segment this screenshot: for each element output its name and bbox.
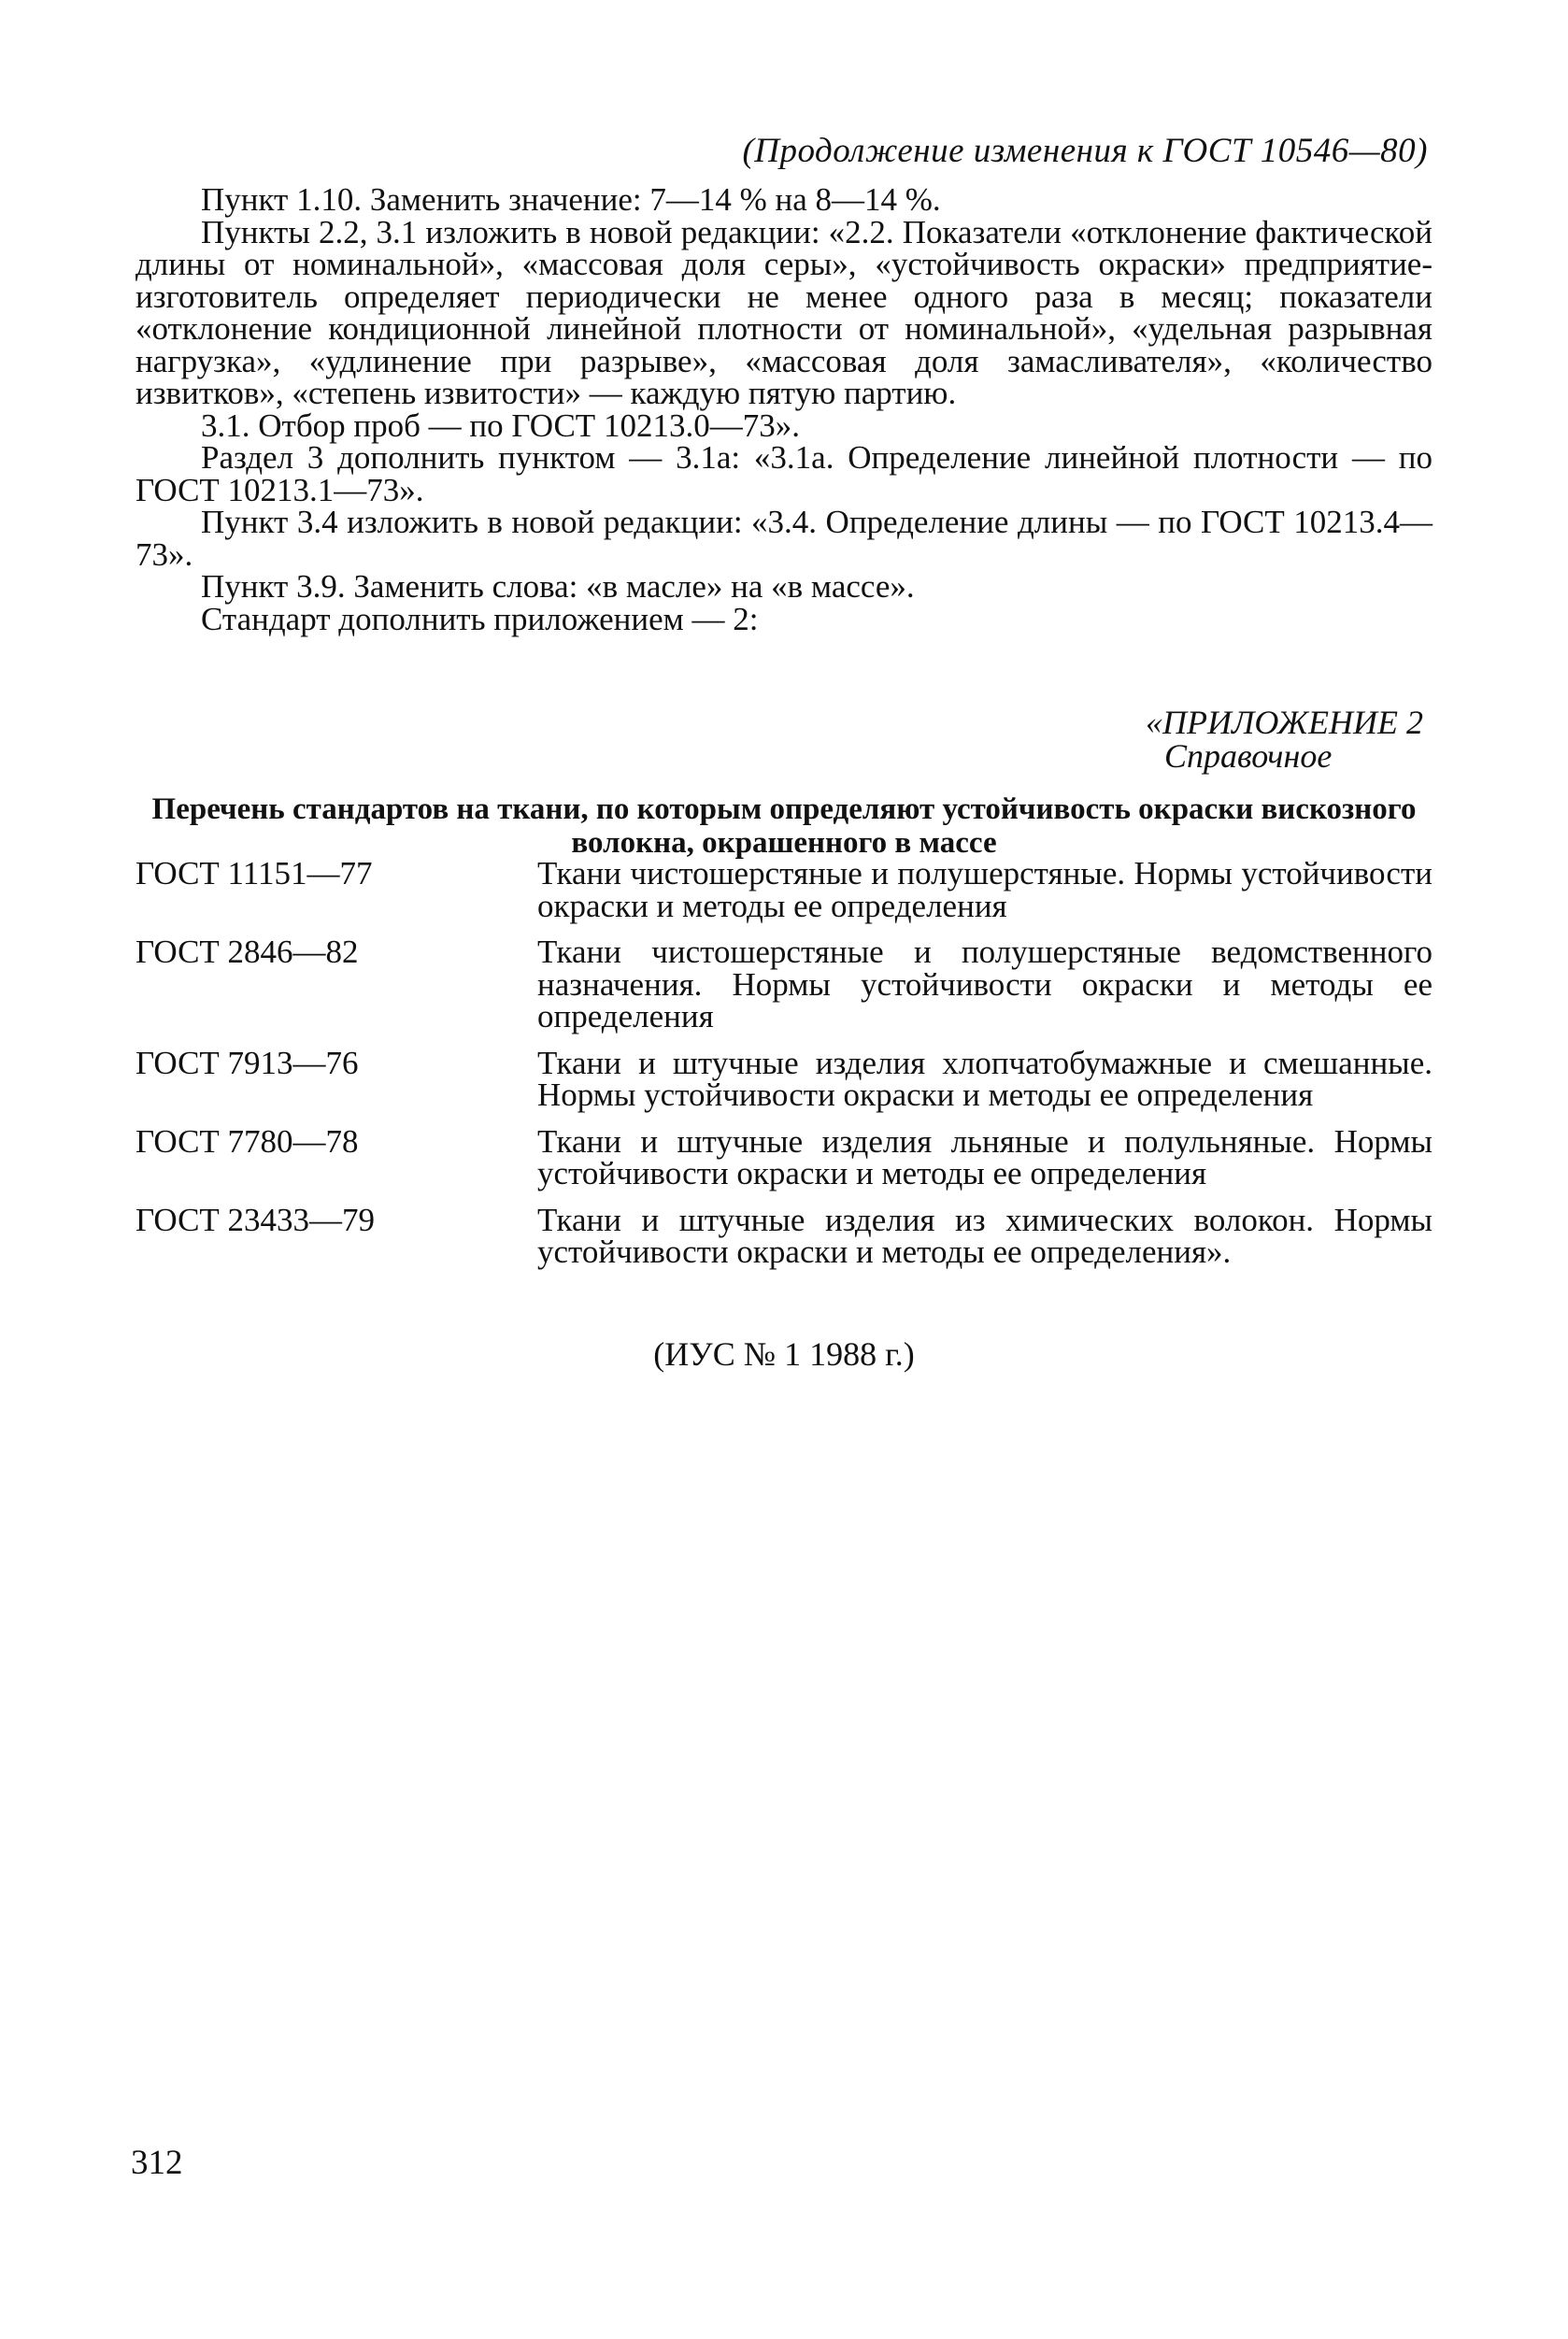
paragraph-7: Стандарт дополнить приложением — 2: xyxy=(201,600,759,637)
paragraph-4: Раздел 3 дополнить пунктом — 3.1а: «3.1а. Определение линейной плотности — по ГОСТ 10213.1—73». xyxy=(135,439,1433,508)
page-number: 312 xyxy=(131,2144,183,2182)
paragraph-5: Пункт 3.4 изложить в новой редакции: «3.4. Определение длины — по ГОСТ 10213.4—73». xyxy=(135,504,1433,573)
standard-row xyxy=(135,1044,1433,1113)
continuation-header: (Продолжение изменения к ГОСТ 10546—80) xyxy=(742,132,1428,170)
standard-code: ГОСТ 7913—76 xyxy=(135,1044,359,1081)
appendix-heading xyxy=(1146,706,1423,773)
standards-list xyxy=(135,855,1433,1283)
standard-row xyxy=(135,1122,1433,1191)
source-reference: (ИУС № 1 1988 г.) xyxy=(653,1335,915,1373)
standard-code: ГОСТ 23433—79 xyxy=(135,1201,376,1238)
standard-description: Ткани и штучные изделия льняные и полульняные. Нормы устойчивости окраски и методы ее определения xyxy=(537,1122,1433,1191)
standard-code: ГОСТ 11151—77 xyxy=(135,855,373,891)
standard-description: Ткани чистошерстяные и полушерстяные. Нормы устойчивости окраски и методы ее определения xyxy=(537,855,1433,924)
standard-row xyxy=(135,855,1433,924)
appendix-reference-type: Справочное xyxy=(1164,737,1333,775)
standard-row xyxy=(135,936,1433,1034)
standard-description: Ткани чистошерстяные и полушерстяные ведомственного назначения. Нормы устойчивости окраски и методы ее определения xyxy=(537,934,1433,1034)
standards-list-title: Перечень стандартов на ткани, по которым определяют устойчивость окраски вискозного волокна, окрашенного в массе xyxy=(151,792,1417,860)
appendix-label: «ПРИЛОЖЕНИЕ 2 xyxy=(1146,704,1423,741)
standard-code: ГОСТ 7780—78 xyxy=(135,1122,359,1160)
paragraph-1: Пункт 1.10. Заменить значение: 7—14 % на 8—14 %. xyxy=(201,181,941,218)
standard-description: Ткани и штучные изделия хлопчатобумажные и смешанные. Нормы устойчивости окраски и методы ее определения xyxy=(537,1044,1433,1113)
amendment-text xyxy=(135,181,1433,637)
paragraph-3: 3.1. Отбор проб — по ГОСТ 10213.0—73». xyxy=(201,406,800,444)
standard-code: ГОСТ 2846—82 xyxy=(135,934,359,970)
paragraph-6: Пункт 3.9. Заменить слова: «в масле» на «в массе». xyxy=(201,568,915,605)
standard-description: Ткани и штучные изделия из химических волокон. Нормы устойчивости окраски и методы ее определения». xyxy=(537,1201,1433,1270)
paragraph-2: Пункты 2.2, 3.1 изложить в новой редакции: «2.2. Показатели «отклонение фактической длины от номинальной», «массовая доля серы», «устойчивость окраски» предприятие-изготовитель определяет периодически не менее одного раза в месяц; показатели «отклонение кондиционной линейной плотности от номинальной», «удельная разрывная нагрузка», «удлинение при разрыве», «массовая доля замасливателя», «количество извитков», «степень извитости» — каждую пятую партию. xyxy=(135,213,1433,411)
standard-row xyxy=(135,1201,1433,1270)
